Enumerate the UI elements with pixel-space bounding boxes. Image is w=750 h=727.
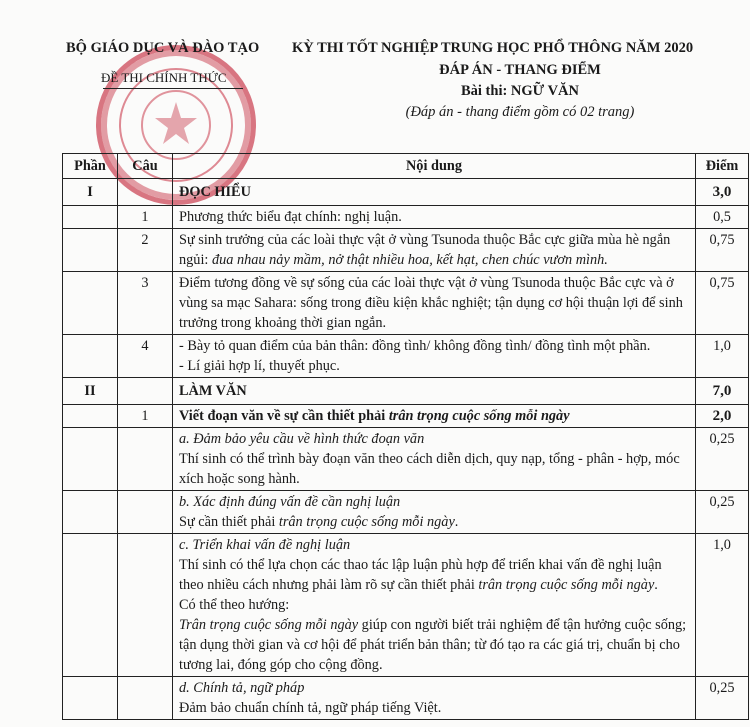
question-score: 2,0	[696, 405, 749, 428]
criterion: d. Chính tả, ngữ pháp Đảm bảo chuẩn chính tả, ngữ pháp tiếng Việt.	[173, 677, 696, 720]
table-row	[63, 677, 749, 720]
section-title: LÀM VĂN	[173, 378, 696, 405]
answer-score: 0,75	[696, 229, 749, 272]
section-row-1	[63, 179, 749, 206]
criterion: c. Triển khai vấn đề nghị luận Thí sinh có thể lựa chọn các thao tác lập luận phù hợp để triển khai vấn đề nghị luận theo nhiều cách nhưng phải làm rõ sự cần thiết phải trân trọng cuộc sống mỗi ngày. Có thể theo hướng: Trân trọng cuộc sống mỗi ngày giúp con người biết trải nghiệm để tận hưởng cuộc sống; tận dụng thời gian và cơ hội để phát triển bản thân; từ đó tạo ra các giá trị, chuẩn bị cho tương lai, đóng góp cho cộng đồng.	[173, 534, 696, 677]
answer-score: 0,75	[696, 272, 749, 335]
answer-content: Điểm tương đồng về sự sống của các loài thực vật ở vùng Tsunoda thuộc Bắc cực và ở vùng sa mạc Sahara: sống trong điều kiện khắc nghiệt; tận dụng cơ hội thuận lợi để sinh trưởng trong khoảng thời gian ngắn.	[173, 272, 696, 335]
part-number: I	[63, 179, 118, 206]
question-number: 3	[118, 272, 173, 335]
document-header	[0, 0, 750, 150]
pages-note: (Đáp án - thang điểm gồm có 02 trang)	[405, 104, 635, 120]
divider	[103, 88, 243, 89]
answer-content: Phương thức biểu đạt chính: nghị luận.	[173, 206, 696, 229]
table-row	[63, 534, 749, 677]
section-title: ĐỌC HIỂU	[173, 179, 696, 206]
criterion: a. Đảm bảo yêu cầu về hình thức đoạn văn Thí sinh có thể trình bày đoạn văn theo cách diễn dịch, quy nạp, tổng - phân - hợp, móc xích hoặc song hành.	[173, 428, 696, 491]
table-row	[63, 428, 749, 491]
table-row	[63, 272, 749, 335]
official-label: ĐỀ THI CHÍNH THỨC	[101, 70, 227, 85]
table-header-row	[63, 154, 749, 179]
answer-content: Sự sinh trưởng của các loài thực vật ở vùng Tsunoda thuộc Bắc cực giữa mùa hè ngắn ngủi: đua nhau nảy mầm, nở thật nhiều hoa, kết hạt, chen chúc vươn mình.	[173, 229, 696, 272]
section-score: 3,0	[696, 179, 749, 206]
table-row	[63, 335, 749, 378]
table-row	[63, 206, 749, 229]
col-header-content: Nội dung	[173, 154, 696, 179]
answer-table	[62, 153, 749, 720]
criterion-score: 0,25	[696, 491, 749, 534]
table-row	[63, 229, 749, 272]
part-number: II	[63, 378, 118, 405]
question-number: 1	[118, 405, 173, 428]
exam-title: KỲ THI TỐT NGHIỆP TRUNG HỌC PHỔ THÔNG NĂM 2020	[292, 40, 694, 56]
criterion-score: 0,25	[696, 428, 749, 491]
answer-key-title: ĐÁP ÁN - THANG ĐIỂM	[439, 62, 601, 78]
answer-score: 1,0	[696, 335, 749, 378]
section-row-2	[63, 378, 749, 405]
table-row	[63, 491, 749, 534]
section-score: 7,0	[696, 378, 749, 405]
table-row	[63, 405, 749, 428]
question-title: Viết đoạn văn về sự cần thiết phải trân trọng cuộc sống mỗi ngày	[173, 405, 696, 428]
col-header-question: Câu	[118, 154, 173, 179]
answer-content: - Bày tỏ quan điểm của bản thân: đồng tình/ không đồng tình/ đồng tình một phần. - Lí giải hợp lí, thuyết phục.	[173, 335, 696, 378]
question-number: 4	[118, 335, 173, 378]
criterion: b. Xác định đúng vấn đề cần nghị luận Sự cần thiết phải trân trọng cuộc sống mỗi ngày.	[173, 491, 696, 534]
criterion-score: 1,0	[696, 534, 749, 677]
ministry-name: BỘ GIÁO DỤC VÀ ĐÀO TẠO	[66, 40, 260, 56]
question-number: 2	[118, 229, 173, 272]
col-header-score: Điểm	[696, 154, 749, 179]
criterion-score: 0,25	[696, 677, 749, 720]
col-header-part: Phần	[63, 154, 118, 179]
answer-score: 0,5	[696, 206, 749, 229]
question-number: 1	[118, 206, 173, 229]
subject-title: Bài thi: NGỮ VĂN	[460, 83, 580, 99]
